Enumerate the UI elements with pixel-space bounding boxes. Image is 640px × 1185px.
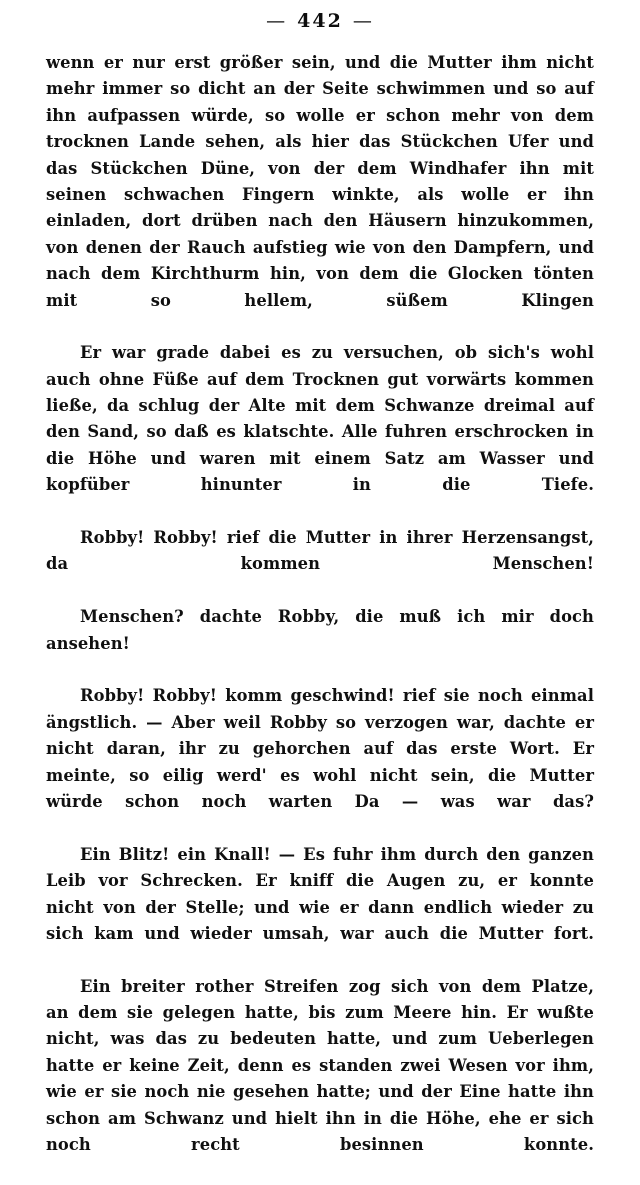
header-dash-right: —	[352, 10, 374, 32]
paragraph-5: Robby! Robby! komm geschwind! rief sie noch einmal ängstlich. — Aber weil Robby so verzogen war, dachte er nicht daran, ihr zu gehorchen auf das erste Wort. Er meinte, so eilig werd' es wohl nicht sein, die Mutter würde schon noch warten Da — was war das?	[46, 686, 594, 811]
document-page	[0, 10, 640, 1155]
page-header	[0, 10, 640, 32]
body-text	[46, 50, 594, 1185]
paragraph-1: wenn er nur erst größer sein, und die Mutter ihm nicht mehr immer so dicht an der Seite schwimmen und so auf ihn aufpassen würde, so wolle er schon mehr von dem trocknen Lande sehen, als hier das Stückchen Ufer und das Stückchen Düne, von der dem Windhafer ihn mit seinen schwachen Fingern winkte, als wolle er ihn einladen, dort drüben nach den Häusern hinzukommen, von denen der Rauch aufstieg wie von den Dampfern, und nach dem Kirchthurm hin, von dem die Glocken tönten mit so hellem, süßem Klingen	[46, 53, 594, 310]
paragraph-7: Ein breiter rother Streifen zog sich von dem Platze, an dem sie gelegen hatte, bis zum Meere hin. Er wußte nicht, was das zu bedeuten hatte, und zum Ueberlegen hatte er keine Zeit, denn es standen zwei Wesen vor ihm, wie er sie noch nie gesehen hatte; und der Eine hatte ihn schon am Schwanz und hielt ihn in die Höhe, ehe er sich noch recht besinnen konnte.	[46, 976, 594, 1155]
paragraph-6: Ein Blitz! ein Knall! — Es fuhr ihm durch den ganzen Leib vor Schrecken. Er kniff die Augen zu, er konnte nicht von der Stelle; und wie er dann endlich wieder zu sich kam und wieder umsah, war auch die Mutter fort.	[46, 844, 594, 943]
header-dash-left: —	[266, 10, 288, 32]
paragraph-4: Menschen? dachte Robby, die muß ich mir doch ansehen!	[46, 607, 594, 653]
page-number: 442	[297, 10, 343, 32]
paragraph-2: Er war grade dabei es zu versuchen, ob sich's wohl auch ohne Füße auf dem Trocknen gut vorwärts kommen ließe, da schlug der Alte mit dem Schwanze dreimal auf den Sand, so daß es klatschte. Alle fuhren erschrocken in die Höhe und waren mit einem Satz am Wasser und kopfüber hinunter in die Tiefe.	[46, 343, 594, 495]
paragraph-3: Robby! Robby! rief die Mutter in ihrer Herzensangst, da kommen Menschen!	[46, 528, 594, 574]
